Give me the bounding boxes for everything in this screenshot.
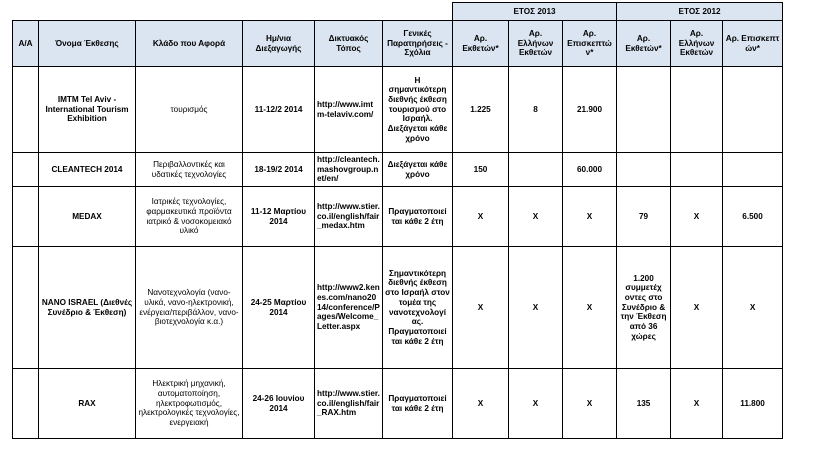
cell-aa (13, 187, 39, 247)
cell-sector: Ιατρικές τεχνολογίες, φαρμακευτικά προϊόντα ιατρικό & νοσοκομειακό υλικό (136, 187, 243, 247)
cell-name: IMTM Tel Aviv - International Tourism Exhibition (39, 67, 136, 153)
col-name-header: Όνομα Έκθεσης (39, 21, 136, 67)
cell-exhibitors-2012 (617, 153, 671, 187)
cell-aa (13, 67, 39, 153)
cell-sector: Ηλεκτρική μηχανική, αυτοματοποίηση, ηλεκτροφωτισμός, ηλεκτρολογικές τεχνολογίες, ενεργειακή (136, 369, 243, 439)
cell-name: RAX (39, 369, 136, 439)
cell-date: 18-19/2 2014 (243, 153, 315, 187)
cell-exhibitors-2013: 1.225 (453, 67, 509, 153)
cell-exhibitors-2013: 150 (453, 153, 509, 187)
cell-visitors-2013: X (563, 369, 617, 439)
cell-visitors-2013: X (563, 187, 617, 247)
cell-date: 24-26 Ιουνίου 2014 (243, 369, 315, 439)
cell-visitors-2013: 21.900 (563, 67, 617, 153)
col-url-header: Δικτυακός Τόπος (315, 21, 383, 67)
fairs-table (12, 2, 783, 439)
cell-aa (13, 247, 39, 369)
cell-visitors-2013: X (563, 247, 617, 369)
cell-url: http://www.stier.co.il/english/fair_medax.htm (315, 187, 383, 247)
cell-exhibitors-2012 (617, 67, 671, 153)
cell-greek-exhibitors-2013 (509, 153, 563, 187)
cell-aa (13, 369, 39, 439)
cell-aa (13, 153, 39, 187)
col-sector-header: Κλάδο που Αφορά (136, 21, 243, 67)
col-exhibitors-2013-header: Αρ. Εκθετών* (453, 21, 509, 67)
table-row (13, 187, 783, 247)
year-2013-header: ΕΤΟΣ 2013 (453, 3, 617, 21)
table-row (13, 153, 783, 187)
col-visitors-2013-header: Αρ. Επισκεπτώ ν* (563, 21, 617, 67)
cell-date: 11-12 Μαρτίου 2014 (243, 187, 315, 247)
cell-visitors-2012: X (723, 247, 783, 369)
cell-exhibitors-2012: 1.200 συμμετέχ οντες στο Συνέδριο & την Έκθεση από 36 χώρες (617, 247, 671, 369)
cell-date: 11-12/2 2014 (243, 67, 315, 153)
cell-notes: Σημαντικότερη διεθνής έκθεση στο Ισραήλ στον τομέα της νανοτεχνολογί ας. Πραγματοποιεί ται κάθε 2 έτη (383, 247, 453, 369)
col-date-header: Ημ/νια Διεξαγωγής (243, 21, 315, 67)
cell-visitors-2012: 6.500 (723, 187, 783, 247)
cell-name: NANO ISRAEL (Διεθνές Συνέδριο & Έκθεση) (39, 247, 136, 369)
cell-greek-exhibitors-2012: X (671, 247, 723, 369)
col-aa-header: Α/Α (13, 21, 39, 67)
cell-visitors-2012: 11.800 (723, 369, 783, 439)
cell-visitors-2012 (723, 67, 783, 153)
col-greek-exhibitors-2013-header: Αρ. Ελλήνων Εκθετών (509, 21, 563, 67)
col-visitors-2012-header: Αρ. Επισκεπτ ών* (723, 21, 783, 67)
cell-exhibitors-2013: X (453, 247, 509, 369)
cell-notes: Η σημαντικότερη διεθνής έκθεση τουρισμού στο Ισραήλ. Διεξάγεται κάθε χρόνο (383, 67, 453, 153)
cell-sector: τουρισμός (136, 67, 243, 153)
cell-name: CLEANTECH 2014 (39, 153, 136, 187)
cell-exhibitors-2013: X (453, 369, 509, 439)
cell-sector: Νανοτεχνολογία (νανο-υλικά, νανο-ηλεκτρονική, ενέργεια/περιβάλλον, νανο-βιοτεχνολογία κ.α.) (136, 247, 243, 369)
cell-visitors-2012 (723, 153, 783, 187)
cell-greek-exhibitors-2012: X (671, 369, 723, 439)
cell-notes: Πραγματοποιεί ται κάθε 2 έτη (383, 187, 453, 247)
cell-greek-exhibitors-2013: X (509, 247, 563, 369)
cell-exhibitors-2012: 135 (617, 369, 671, 439)
cell-notes: Διεξάγεται κάθε χρόνο (383, 153, 453, 187)
col-exhibitors-2012-header: Αρ. Εκθετών* (617, 21, 671, 67)
cell-greek-exhibitors-2013: 8 (509, 67, 563, 153)
cell-greek-exhibitors-2013: X (509, 369, 563, 439)
cell-sector: Περιβαλλοντικές και υδατικές τεχνολογίες (136, 153, 243, 187)
cell-url: http://www.stier.co.il/english/fair_RAX.htm (315, 369, 383, 439)
cell-greek-exhibitors-2012 (671, 153, 723, 187)
cell-exhibitors-2012: 79 (617, 187, 671, 247)
cell-url: http://www.imtm-telaviv.com/ (315, 67, 383, 153)
year-2012-header: ΕΤΟΣ 2012 (617, 3, 783, 21)
cell-greek-exhibitors-2012: X (671, 187, 723, 247)
col-notes-header: Γενικές Παρατηρήσεις - Σχόλια (383, 21, 453, 67)
table-row (13, 369, 783, 439)
cell-greek-exhibitors-2013: X (509, 187, 563, 247)
table-row (13, 247, 783, 369)
blank-corner (13, 3, 453, 21)
table-row (13, 67, 783, 153)
cell-name: MEDAX (39, 187, 136, 247)
cell-url: http://www2.kenes.com/nano2014/conference/Pages/Welcome_Letter.aspx (315, 247, 383, 369)
cell-notes: Πραγματοποιεί ται κάθε 2 έτη (383, 369, 453, 439)
cell-url: http://cleantech.mashovgroup.net/en/ (315, 153, 383, 187)
cell-date: 24-25 Μαρτίου 2014 (243, 247, 315, 369)
cell-exhibitors-2013: X (453, 187, 509, 247)
cell-visitors-2013: 60.000 (563, 153, 617, 187)
cell-greek-exhibitors-2012 (671, 67, 723, 153)
col-greek-exhibitors-2012-header: Αρ. Ελλήνων Εκθετών (671, 21, 723, 67)
